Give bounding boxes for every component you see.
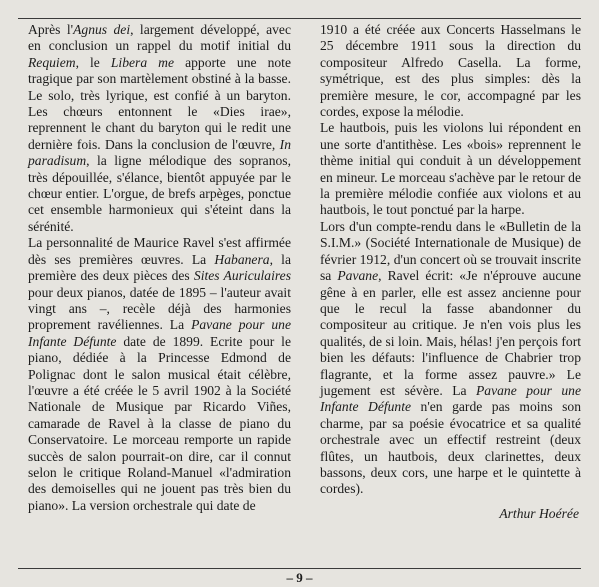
italic-title: Sites Auriculaires	[193, 268, 291, 284]
italic-title: Pavane pour une Infante Défunte	[320, 382, 581, 415]
text-run: Lors d'un compte-rendu dans le «Bulletin de la S.I.M.» (Société Internationale de Musique) de février 1912, d'un concert où se trouvait inscrite sa	[320, 218, 581, 284]
left-column	[28, 22, 291, 514]
text-run: , Ravel écrit: «Je n'éprouve aucune gêne à en parler, elle est assez ancienne pour que le recul la fasse abandonner du compositeur au critique. Je n'en vois plus les qualités, de si loin. Mais, hélas! j'en perçois fort bien les défauts: l'influence de Chabrier trop flagrante, et la forme assez pauvre.» Le jugement est sévère. La	[320, 268, 581, 398]
text-run: date de 1899. Ecrite pour le piano, dédiée à la Princesse Edmond de Polignac dont le salon musical était célèbre, l'œuvre a été créée le 5 avril 1902 à la Société Nationale de Musique par Ricardo Viñes, camarade de Ravel à la classe de piano du Conservatoire. Le morceau remporte un rapide succès de salon pourrait-on dire, car il connut selon le critique Roland-Manuel «l'admiration des demoiselles qui ne jouent pas très bien du piano». La version orchestrale qui date de	[28, 333, 291, 513]
italic-title: Pavane	[337, 268, 379, 284]
author-signature: Arthur Hoérée	[499, 505, 579, 521]
italic-title: Requiem	[28, 54, 76, 70]
italic-title: Agnus dei	[73, 22, 131, 37]
text-run: , le	[75, 54, 111, 70]
paragraph: 1910 a été créée aux Concerts Hasselmans le 25 décembre 1911 sous la direction du compositeur Alfredo Casella. La forme, symétrique, est des plus simples: dès la première mesure, le cor, accompagné par les cordes, expose la mélodie.	[320, 22, 581, 120]
page-number: – 9 –	[286, 570, 313, 585]
paragraph	[320, 219, 581, 498]
paragraph: Le hautbois, puis les violons lui répondent en une sorte d'antithèse. Les «bois» reprennent le thème initial qui conduit à un développement en mineur. Le morceau s'achève par le retour de la première mélodie confiée aux violons et au hautbois, le tout ponctué par la harpe.	[320, 120, 581, 218]
text-run: , la ligne mélodique des sopranos, très dépouillée, s'élance, bientôt appuyée par le chœur entier. L'orgue, de brefs arpèges, ponctue cet ensemble harmonieux qui s'éteint dans la sérénité.	[28, 153, 291, 234]
top-rule	[18, 18, 581, 19]
text-run: La personnalité de Maurice Ravel s'est affirmée dès ses premières œuvres. La	[28, 235, 291, 267]
italic-title: Habanera	[214, 251, 270, 267]
italic-title: In paradisum	[28, 136, 291, 169]
text-run: pour deux pianos, datée de 1895 – l'auteur avait vingt ans –, recèle déjà des harmonies proprement ravéliennes. La	[28, 284, 291, 333]
italic-title: Pavane pour une Infante Défunte	[28, 317, 291, 349]
paragraph	[28, 235, 291, 514]
text-run: n'en garde pas moins son charme, par sa poésie évocatrice et sa qualité orchestrale avec un effectif restreint (deux flûtes, un hautbois, deux clarinettes, deux bassons, deux cors, une harpe et le quintette à cordes).	[320, 399, 581, 497]
text-run: , la première des deux pièces des	[28, 251, 291, 284]
italic-title: Libera me	[110, 54, 175, 70]
right-column	[320, 22, 581, 522]
text-run: Après l'	[28, 22, 74, 37]
bottom-rule	[18, 568, 581, 569]
paragraph	[28, 22, 291, 235]
text-run: apporte une note tragique par son martèlement obstiné à la basse. Le solo, très lyrique, est confié à un baryton. Les chœurs entonnent le «Dies irae», reprennent le chant du baryton qui le redit une dernière fois. Dans la conclusion de l'œuvre,	[28, 54, 291, 152]
text-run: , largement développé, avec en conclusion un rappel du motif initial du	[28, 22, 291, 54]
